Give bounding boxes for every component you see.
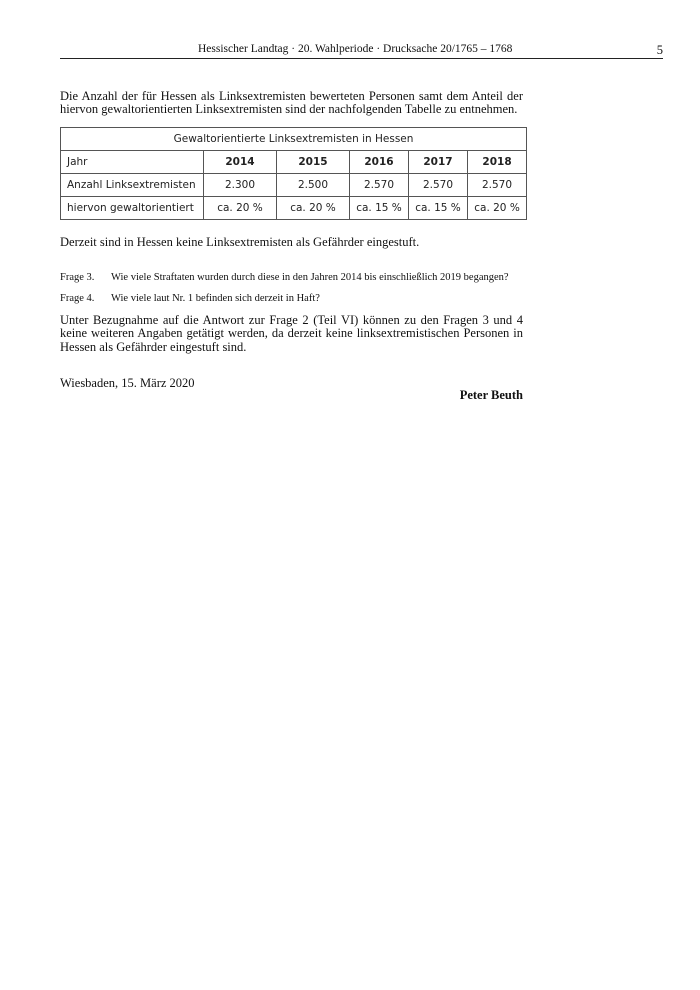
table-row <box>61 197 527 220</box>
question-number: Frage 3. <box>60 272 95 283</box>
year-2017: 2017 <box>409 151 468 174</box>
answer-paragraph: Unter Bezugnahme auf die Antwort zur Frage 2 (Teil VI) können zu den Fragen 3 und 4 keine weiteren Angaben getätigt werden, da derzeit keine linksextremistischen Personen in Hessen als Gefährder eingestuft sind. <box>60 313 523 354</box>
table-cell: ca. 20 % <box>277 197 350 220</box>
question-text: Wie viele laut Nr. 1 befinden sich derzeit in Haft? <box>111 293 320 304</box>
question-3 <box>60 272 530 284</box>
table-cell: 2.570 <box>409 174 468 197</box>
table-cell: ca. 15 % <box>350 197 409 220</box>
gefaehrder-paragraph: Derzeit sind in Hessen keine Linksextremisten als Gefährder eingestuft. <box>60 235 420 249</box>
table-cell: ca. 15 % <box>409 197 468 220</box>
intro-paragraph: Die Anzahl der für Hessen als Linksextremisten bewerteten Personen samt dem Anteil der hiervon gewaltorientierten Linksextremisten sind der nachfolgenden Tabelle zu entnehmen. <box>60 89 523 117</box>
extremists-table <box>60 127 527 220</box>
question-4 <box>60 293 530 305</box>
year-2016: 2016 <box>350 151 409 174</box>
table-cell: ca. 20 % <box>468 197 527 220</box>
table-title-row <box>61 128 527 151</box>
page-number: 5 <box>656 43 663 57</box>
table-cell: 2.500 <box>277 174 350 197</box>
table-cell: 2.300 <box>204 174 277 197</box>
running-header <box>60 40 663 59</box>
signature-name: Peter Beuth <box>459 388 523 402</box>
row-label: hiervon gewaltorientiert <box>61 197 204 220</box>
table-cell: 2.570 <box>350 174 409 197</box>
question-text: Wie viele Straftaten wurden durch diese in den Jahren 2014 bis einschließlich 2019 begangen? <box>111 272 509 283</box>
table-row <box>61 174 527 197</box>
place-date: Wiesbaden, 15. März 2020 <box>60 376 195 390</box>
running-head-text: Hessischer Landtag · 20. Wahlperiode · Drucksache 20/1765 – 1768 <box>198 43 513 55</box>
table-title: Gewaltorientierte Linksextremisten in Hessen <box>61 128 527 151</box>
header-label-year: Jahr <box>61 151 204 174</box>
year-2015: 2015 <box>277 151 350 174</box>
table-header-row <box>61 151 527 174</box>
table-cell: 2.570 <box>468 174 527 197</box>
question-number: Frage 4. <box>60 293 95 304</box>
row-label: Anzahl Linksextremisten <box>61 174 204 197</box>
table-cell: ca. 20 % <box>204 197 277 220</box>
year-2014: 2014 <box>204 151 277 174</box>
year-2018: 2018 <box>468 151 527 174</box>
